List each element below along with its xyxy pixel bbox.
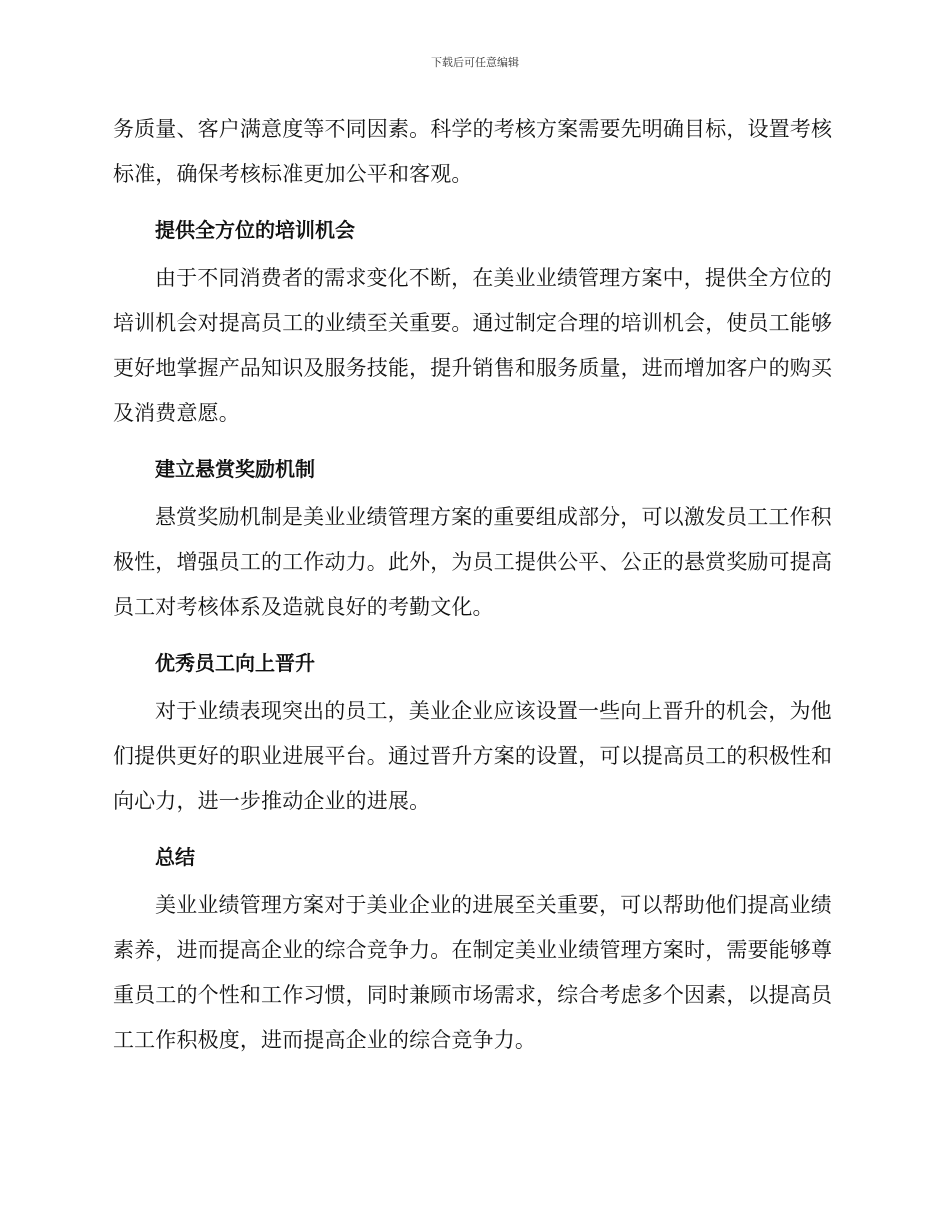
section-heading-promotion: 优秀员工向上晋升 bbox=[155, 651, 315, 675]
document-body bbox=[113, 107, 833, 1063]
section-heading-summary: 总结 bbox=[155, 845, 195, 869]
section-body-summary: 美业业绩管理方案对于美业企业的进展至关重要，可以帮助他们提高业绩素养，进而提高企业的综合竞争力。在制定美业业绩管理方案时，需要能够尊重员工的个性和工作习惯，同时兼顾市场需求，综合考虑多个因素，以提高员工工作积极度，进而提高企业的综合竞争力。 bbox=[113, 893, 833, 1052]
section-body-training: 由于不同消费者的需求变化不断，在美业业绩管理方案中，提供全方位的培训机会对提高员工的业绩至关重要。通过制定合理的培训机会，使员工能够更好地掌握产品知识及服务技能，提升销售和服务质量，进而增加客户的购买及消费意愿。 bbox=[113, 266, 833, 425]
section-body-reward: 悬赏奖励机制是美业业绩管理方案的重要组成部分，可以激发员工工作积极性，增强员工的工作动力。此外，为员工提供公平、公正的悬赏奖励可提高员工对考核体系及造就良好的考勤文化。 bbox=[113, 505, 833, 619]
section-heading-training: 提供全方位的培训机会 bbox=[155, 218, 355, 242]
intro-continuation-paragraph: 务质量、客户满意度等不同因素。科学的考核方案需要先明确目标，设置考核标准，确保考核标准更加公平和客观。 bbox=[113, 117, 833, 186]
section-heading-reward: 建立悬赏奖励机制 bbox=[155, 457, 315, 481]
section-body-promotion: 对于业绩表现突出的员工，美业企业应该设置一些向上晋升的机会，为他们提供更好的职业进展平台。通过晋升方案的设置，可以提高员工的积极性和向心力，进一步推动企业的进展。 bbox=[113, 699, 833, 813]
page-header-note: 下载后可任意编辑 bbox=[431, 56, 519, 69]
